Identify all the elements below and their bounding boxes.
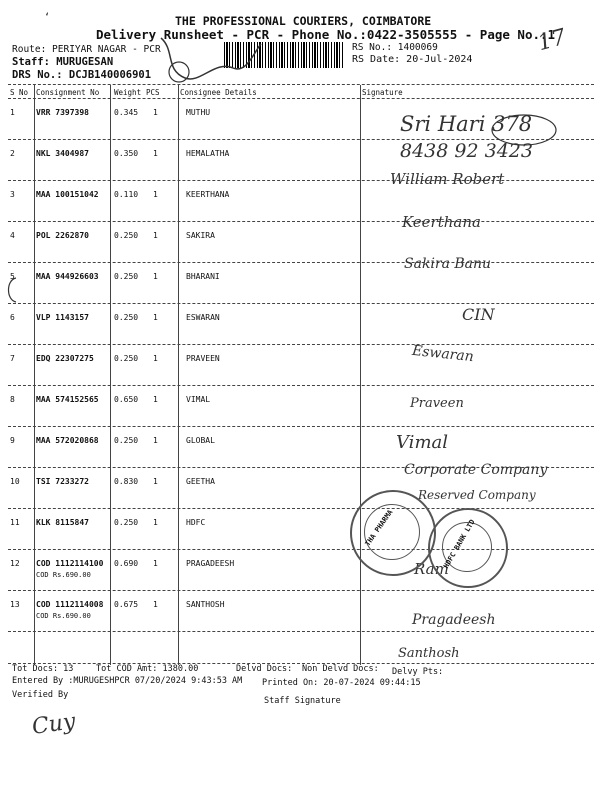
row-rule (8, 221, 594, 222)
row-consignee: GEETHA (186, 477, 215, 486)
row-consignee: GLOBAL (186, 436, 215, 445)
row-sno: 4 (10, 231, 15, 240)
row-rule (8, 631, 594, 632)
row-rule (8, 508, 594, 509)
drs-number: DRS No.: DCJB140006901 (12, 69, 152, 81)
row-consignee: PRAGADEESH (186, 559, 235, 568)
non-delivered-docs: Non Delvd Docs: (302, 664, 379, 674)
entered-by: Entered By :MURUGESHPCR 07/20/2024 9:43:53 AM (12, 676, 243, 686)
col-header-sno: S No (10, 88, 29, 97)
row-pcs: 1 (153, 600, 158, 609)
row-consignee: HDFC (186, 518, 206, 527)
row-consignment-no: POL 2262870 (36, 231, 89, 240)
header-scribble (155, 30, 265, 88)
staff-signature-label: Staff Signature (264, 696, 341, 706)
row-consignee: SAKIRA (186, 231, 215, 240)
left-stamp (350, 490, 436, 576)
table-row (0, 305, 600, 347)
row-pcs: 1 (153, 354, 158, 363)
row-weight: 0.690 (114, 559, 139, 568)
signature-4: Keerthana (402, 213, 481, 231)
row-sno: 5 (10, 272, 15, 281)
handwritten-corner-number: 17 (535, 24, 569, 57)
row-consignee: VIMAL (186, 395, 211, 404)
table-row (0, 387, 600, 429)
row-pcs: 1 (153, 272, 158, 281)
row-consignment-no: COD 1112114008 (36, 600, 104, 609)
signature-circle-mark (490, 112, 560, 152)
staff-label: Staff: MURUGESAN (12, 56, 114, 68)
row-weight: 0.250 (114, 436, 139, 445)
signature-11: Reserved Company (418, 488, 536, 502)
row-weight: 0.675 (114, 600, 139, 609)
header-top-rule (8, 84, 594, 85)
row-consignee: HEMALATHA (186, 149, 230, 158)
row-consignee: ESWARAN (186, 313, 220, 322)
row-weight: 0.110 (114, 190, 139, 199)
table-row (0, 510, 600, 552)
row-pcs: 1 (153, 190, 158, 199)
row-rule (8, 426, 594, 427)
row-sno: 9 (10, 436, 15, 445)
corner-mark: ‘ (44, 12, 51, 23)
row-pcs: 1 (153, 313, 158, 322)
row-pcs: 1 (153, 518, 158, 527)
row-weight: 0.250 (114, 272, 139, 281)
table-row (0, 346, 600, 388)
row-rule (8, 303, 594, 304)
row-sno: 12 (10, 559, 20, 568)
row-weight: 0.250 (114, 354, 139, 363)
printed-on: Printed On: 20-07-2024 09:44:15 (262, 678, 421, 688)
route-label: Route: PERIYAR NAGAR - PCR (12, 44, 161, 55)
rs-date: RS Date: 20-Jul-2024 (352, 54, 473, 65)
row-sno: 3 (10, 190, 15, 199)
right-stamp-text: HDFC BANK LTD (442, 518, 477, 570)
table-row (0, 551, 600, 593)
verified-by: Verified By (12, 690, 69, 700)
verifier-initials: Cuy (30, 709, 77, 740)
row-sno: 2 (10, 149, 15, 158)
row-pcs: 1 (153, 559, 158, 568)
signature-14: Santhosh (398, 646, 460, 661)
row-consignee: BHARANI (186, 272, 220, 281)
rs-number: RS No.: 1400069 (352, 42, 438, 53)
total-docs: Tot Docs: 13 (12, 664, 74, 674)
col-header-consignment: Consignment No (36, 88, 100, 97)
row-weight: 0.350 (114, 149, 139, 158)
row-consignment-no: COD 1112114100 (36, 559, 104, 568)
signature-13: Pragadeesh (412, 612, 496, 628)
row-rule (8, 590, 594, 591)
row-sno: 10 (10, 477, 20, 486)
delivery-points: Delvy Pts: (392, 667, 444, 677)
table-row (0, 223, 600, 265)
total-cod-amount: Tot COD Amt: 1380.00 (96, 664, 199, 674)
row-consignment-no: MAA 574152565 (36, 395, 99, 404)
row-consignee: SANTHOSH (186, 600, 225, 609)
signature-6: CIN (462, 305, 495, 324)
right-stamp (428, 508, 508, 588)
row-rule (8, 385, 594, 386)
row-consignment-no: VRR 7397398 (36, 108, 89, 117)
row-pcs: 1 (153, 231, 158, 240)
row-pcs: 1 (153, 477, 158, 486)
row-cod-amount: COD Rs.690.00 (36, 571, 91, 579)
row-consignment-no: TSI 7233272 (36, 477, 89, 486)
row-weight: 0.250 (114, 231, 139, 240)
signature-7: Eswaran (411, 342, 475, 366)
row-weight: 0.650 (114, 395, 139, 404)
signature-9: Vimal (396, 432, 448, 453)
signature-8: Praveen (410, 396, 464, 411)
signature-2: 8438 92 3423 (400, 140, 533, 162)
row-5-circle-mark (4, 276, 28, 304)
row-sno: 1 (10, 108, 15, 117)
row-consignment-no: KLK 8115847 (36, 518, 89, 527)
row-consignment-no: MAA 944926603 (36, 272, 99, 281)
row-weight: 0.250 (114, 313, 139, 322)
col-header-weight: Weight (114, 88, 142, 97)
signature-12: Ram (414, 560, 449, 578)
row-consignee: KEERTHANA (186, 190, 230, 199)
signature-3: William Robert (390, 170, 505, 188)
col-header-signature: Signature (362, 88, 403, 97)
row-sno: 13 (10, 600, 20, 609)
signature-5: Sakira Banu (404, 256, 492, 272)
row-consignment-no: NKL 3404987 (36, 149, 89, 158)
table-row (0, 264, 600, 306)
row-rule (8, 180, 594, 181)
delivered-docs: Delvd Docs: (236, 664, 293, 674)
row-consignment-no: MAA 100151042 (36, 190, 99, 199)
row-consignee: PRAVEEN (186, 354, 220, 363)
row-rule (8, 262, 594, 263)
col-header-consignee: Consignee Details (180, 88, 257, 97)
header-bottom-rule (8, 98, 594, 99)
row-pcs: 1 (153, 108, 158, 117)
left-stamp-text: THA PHARMA (363, 508, 395, 548)
row-consignment-no: EDQ 22307275 (36, 354, 94, 363)
row-sno: 8 (10, 395, 15, 404)
row-consignment-no: MAA 572020868 (36, 436, 99, 445)
table-row (0, 182, 600, 224)
runsheet-title: Delivery Runsheet - PCR - Phone No.:0422-3505555 - Page No.:1 (96, 27, 556, 42)
col-header-pcs: PCS (146, 88, 160, 97)
row-rule (8, 344, 594, 345)
row-weight: 0.830 (114, 477, 139, 486)
signature-1: Sri Hari 378 (400, 112, 533, 136)
row-sno: 7 (10, 354, 15, 363)
row-pcs: 1 (153, 149, 158, 158)
row-sno: 6 (10, 313, 15, 322)
signature-10: Corporate Company (404, 462, 548, 478)
table-row (0, 592, 600, 634)
company-name: THE PROFESSIONAL COURIERS, COIMBATORE (175, 14, 432, 28)
row-pcs: 1 (153, 395, 158, 404)
row-consignee: MUTHU (186, 108, 211, 117)
row-consignment-no: VLP 1143157 (36, 313, 89, 322)
row-weight: 0.345 (114, 108, 139, 117)
row-sno: 11 (10, 518, 20, 527)
row-pcs: 1 (153, 436, 158, 445)
row-cod-amount: COD Rs.690.00 (36, 612, 91, 620)
row-weight: 0.250 (114, 518, 139, 527)
